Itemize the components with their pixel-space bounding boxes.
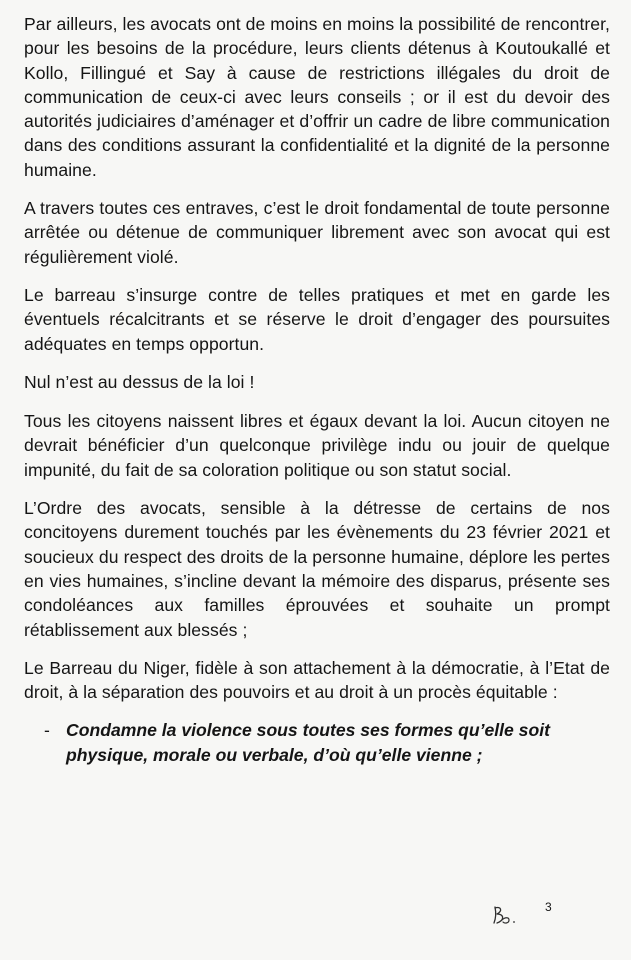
page-number: 3: [545, 900, 552, 914]
resolution-text: Condamne la violence sous toutes ses formes qu’elle soit physique, morale ou verbale, d’où qu’elle vienne ;: [66, 720, 550, 765]
bullet-dash: -: [44, 720, 50, 741]
paragraph-bar-protest: Le barreau s’insurge contre de telles pratiques et met en garde les éventuels récalcitrants et se réserve le droit d’engager des poursuites adéquates en temps opportun.: [24, 284, 610, 354]
paragraph-lawyer-access: Par ailleurs, les avocats ont de moins en moins la possibilité de rencontrer, pour les besoins de la procédure, leurs clients détenus à Koutoukallé et Kollo, Fillingué et Say à cause de restrictions illégales du droit de communication de ceux-ci avec leurs conseils ; or il est du devoir des autorités judiciaires d’aménager et d’offrir un cadre de libre communication dans des conditions assurant la confidentialité et la dignité de la personne humaine.: [24, 14, 610, 180]
resolution-list: [24, 718, 610, 767]
document-page: [24, 12, 610, 767]
paragraph-condolences: L’Ordre des avocats, sensible à la détresse de certains de nos concitoyens durement touchés par les évènements du 23 février 2021 et soucieux du respect des droits de la personne humaine, déplore les pertes en vies humaines, s’incline devant la mémoire des disparus, présente ses condoléances aux familles éprouvées et souhaite un prompt rétablissement aux blessés ;: [24, 498, 610, 640]
paragraph-equality: Tous les citoyens naissent libres et égaux devant la loi. Aucun citoyen ne devrait bénéficier d’un quelconque privilège indu ou jouir de quelque impunité, du fait de sa coloration politique ou son statut social.: [24, 411, 610, 480]
paragraph-above-law: Nul n’est au dessus de la loi !: [24, 371, 255, 392]
paragraph-fundamental-right: A travers toutes ces entraves, c’est le droit fondamental de toute personne arrêtée ou détenue de communiquer librement avec son avocat qui est régulièrement violé.: [24, 198, 610, 267]
handwritten-initials: [487, 902, 523, 932]
paragraph-bar-position: Le Barreau du Niger, fidèle à son attachement à la démocratie, à l’Etat de droit, à la séparation des pouvoirs et au droit à un procès équitable :: [24, 657, 610, 703]
resolution-item: [24, 718, 610, 767]
